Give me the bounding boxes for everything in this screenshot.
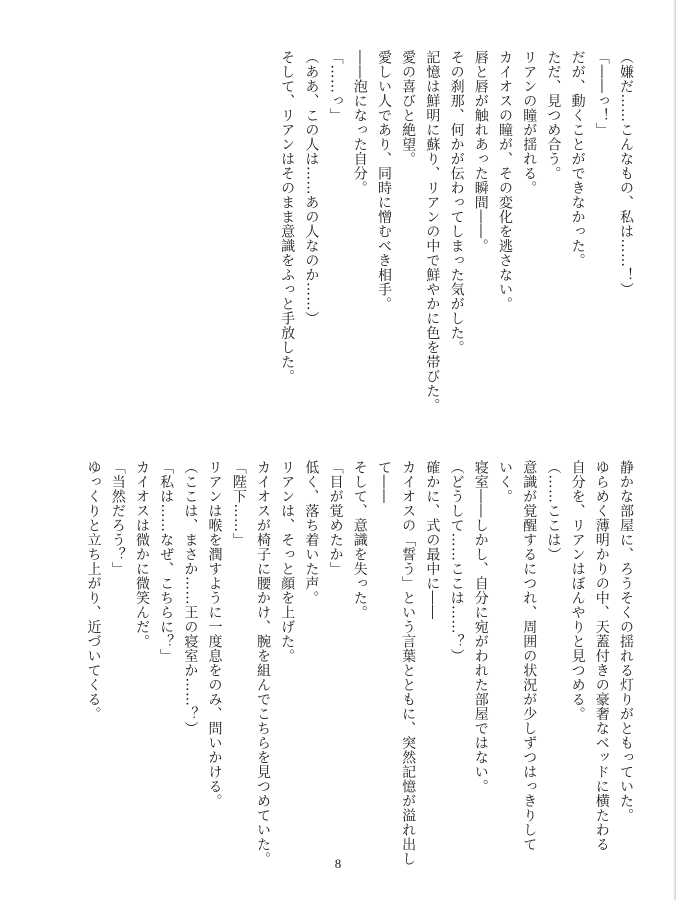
text-line: 自分を、リアンはぼんやりと見つめる。: [569, 460, 586, 721]
text-line: 静かな部屋に、ろうそくの揺れる灯りがともっていた。: [618, 460, 634, 823]
text-line: 記憶は鮮明に蘇り、リアンの中で鮮やかに色を帯びた。: [424, 50, 441, 413]
text-line: （嫌だ……こんなもの、私は……！）: [618, 50, 634, 297]
text-line: ――泡になった自分。: [351, 50, 368, 195]
text-line: カイオスが椅子に腰かけ、腕を組んでこちらを見つめていた。: [254, 460, 271, 866]
text-line: 愛しい人であり、同時に憎むべき相手。: [375, 50, 392, 311]
text-line: 確かに、式の最中に――: [424, 460, 441, 620]
text-line: そして、リアンはそのまま意識をふっと手放した。: [279, 50, 296, 384]
text-line: リアンの瞳が揺れる。: [521, 50, 538, 195]
text-line: そして、意識を失った。: [351, 460, 368, 620]
text-line: いく。: [496, 460, 513, 504]
text-line: ゆらめく薄明かりの中、天蓋付きの豪奢なベッドに横たわる: [593, 460, 610, 852]
text-line: （ここは、まさか……王の寝室か……？）: [182, 460, 199, 736]
text-line: 唇と唇が触れあった瞬間――。: [472, 50, 489, 253]
page-number: 8: [334, 856, 342, 871]
text-line: リアンは喉を潤すように一度息をのみ、問いかける。: [206, 460, 223, 808]
text-line: カイオスの「誓う」という言葉とともに、突然記憶が溢れ出し: [400, 460, 417, 866]
text-line: その刹那、何かが伝わってしまった気がした。: [448, 50, 465, 355]
text-line: 愛の喜びと絶望。: [400, 50, 417, 166]
text-line: 「当然だろう？」: [109, 460, 126, 576]
text-line: 「目が覚めたか」: [327, 460, 344, 576]
text-line: （ああ、この人は……あの人なのか……）: [303, 50, 320, 326]
text-line: 意識が覚醒するにつれ、周囲の状況が少しずつはっきりして: [521, 460, 538, 852]
text-line: （……ここは）: [545, 460, 562, 562]
text-line: て――: [375, 460, 392, 504]
text-line: 「……っ」: [327, 50, 344, 123]
text-block-bottom: [38, 460, 638, 866]
text-line: （どうして……ここは……？）: [448, 460, 465, 663]
text-line: リアンは、そっと顔を上げた。: [279, 460, 296, 663]
text-line: だが、動くことができなかった。: [569, 50, 586, 268]
text-line: カイオスの瞳が、その変化を逃さない。: [496, 50, 513, 311]
text-line: 「私は……なぜ、こちらに？」: [158, 460, 175, 663]
text-line: カイオスは微かに微笑んだ。: [133, 460, 150, 649]
text-line: 「陛下……」: [230, 460, 247, 547]
text-line: 「――っ！」: [593, 50, 610, 137]
text-line: ただ、見つめ合う。: [545, 50, 562, 181]
text-line: ゆっくりと立ち上がり、近づいてくる。: [85, 460, 102, 721]
text-line: 寝室――しかし、自分に宛がわれた部屋ではない。: [472, 460, 489, 794]
text-block-top: [38, 50, 638, 413]
text-line: 低く、落ち着いた声。: [303, 460, 320, 605]
